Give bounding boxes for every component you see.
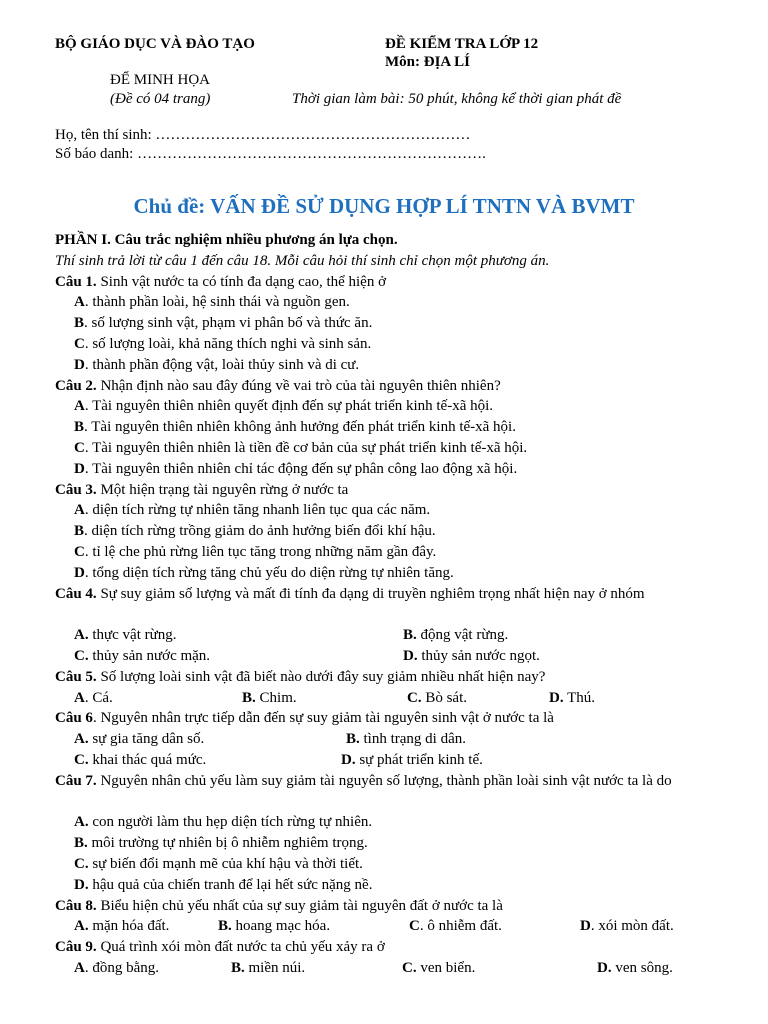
option-row-9 <box>55 958 713 979</box>
option-text: thủy sản nước ngọt. <box>421 647 540 664</box>
option-text: Tài nguyên thiên nhiên quyết định đến sự phát triển kinh tế-xã hội. <box>92 398 494 415</box>
option-row-4ab <box>55 625 713 646</box>
option-text: sự gia tăng dân số. <box>92 731 205 748</box>
option-6b <box>346 729 466 750</box>
option-text: Tài nguyên thiên nhiên là tiền đề cơ bản của sự phát triển kinh tế-xã hội. <box>92 439 528 456</box>
topic-title: Chủ đề: VẤN ĐỀ SỬ DỤNG HỢP LÍ TNTN VÀ BVMT <box>133 194 635 218</box>
question-4 <box>55 584 713 626</box>
option-text: ven biển. <box>420 959 476 976</box>
student-name-line: Họ, tên thí sinh: ……………………………………………………… <box>55 127 471 143</box>
option-sep: . <box>84 315 92 332</box>
question-text: Sự suy giảm số lượng và mất đi tính đa dạng di truyền nghiêm trọng nhất hiện nay ở nhóm <box>96 585 645 602</box>
question-label: Câu 2. <box>55 377 97 394</box>
option-key: D. <box>597 959 612 976</box>
question-text: Quá trình xói mòn đất nước ta chủ yếu xảy ra ở <box>96 939 385 956</box>
option-text: đồng bằng. <box>92 959 160 976</box>
part-heading: PHẦN I. Câu trắc nghiệm nhiều phương án lựa chọn. <box>55 232 398 248</box>
option-key: B <box>74 419 85 436</box>
option-text: thành phần loài, hệ sinh thái và nguồn gen. <box>92 294 350 311</box>
question-text: . Nguyên nhân trực tiếp dẫn đến sự suy giảm tài nguyên sinh vật ở nước ta là <box>92 710 554 727</box>
option-key: B <box>74 315 85 332</box>
question-1 <box>55 272 713 293</box>
question-label: Câu 3. <box>55 481 97 498</box>
option-sep: . <box>84 689 93 706</box>
question-text: Sinh vật nước ta có tính đa dạng cao, thể hiện ở <box>96 273 387 290</box>
option-key: D <box>74 356 85 373</box>
option-row-5 <box>55 688 713 709</box>
student-id-line: Số báo danh: ……………………………………………………………. <box>55 146 486 162</box>
option-text: sự biến đổi mạnh mẽ của khí hậu và thời tiết. <box>92 855 363 872</box>
option-text: diện tích rừng tự nhiên tăng nhanh liên tục qua các năm. <box>92 502 431 519</box>
option-9c <box>402 958 475 979</box>
question-6 <box>55 708 713 729</box>
option-8c <box>409 916 502 937</box>
option-sep: . <box>84 294 93 311</box>
option-key: A <box>74 398 85 415</box>
question-8 <box>55 896 713 917</box>
option-key: B. <box>218 918 232 935</box>
option-text: miền núi. <box>248 959 306 976</box>
option-4c <box>74 646 210 667</box>
question-text: Nguyên nhân chủ yếu làm suy giảm tài nguyên số lượng, thành phần loài sinh vật nước ta là do <box>96 772 672 789</box>
option-4b <box>403 625 508 646</box>
option-8d <box>580 916 674 937</box>
option-3c <box>55 542 713 563</box>
exam-subject: Môn: ĐỊA LÍ <box>385 54 471 70</box>
option-text: Cá. <box>92 689 113 706</box>
ministry-name: BỘ GIÁO DỤC VÀ ĐÀO TẠO <box>55 36 255 52</box>
option-text: ven sông. <box>615 959 673 976</box>
exam-title: ĐỀ KIỂM TRA LỚP 12 <box>385 36 539 52</box>
option-text: thành phần động vật, loài thủy sinh và di cư. <box>92 356 360 373</box>
option-text: số lượng loài, khả năng thích nghi và sinh sản. <box>92 335 372 352</box>
option-text: Tài nguyên thiên nhiên không ảnh hưởng đến phát triển kinh tế-xã hội. <box>91 419 516 436</box>
option-sep: . <box>590 918 599 935</box>
option-key: A <box>74 689 85 706</box>
option-key: D. <box>403 647 418 664</box>
option-key: A <box>74 502 85 519</box>
option-row-6cd <box>55 750 713 771</box>
option-1d <box>55 355 713 376</box>
option-key: C. <box>407 689 422 706</box>
option-key: A. <box>74 918 89 935</box>
option-sep: . <box>84 439 93 456</box>
option-text: Bò sát. <box>425 689 468 706</box>
option-key: A. <box>74 814 89 831</box>
option-key: B. <box>231 959 245 976</box>
option-6a <box>74 729 204 750</box>
question-label: Câu 7. <box>55 772 97 789</box>
option-text: ô nhiễm đất. <box>427 918 502 935</box>
question-section <box>55 230 713 979</box>
option-key: D <box>74 564 85 581</box>
time-note: Thời gian làm bài: 50 phút, không kể thời gian phát đề <box>292 91 622 107</box>
part-instruction: Thí sinh trả lời từ câu 1 đến câu 18. Mỗi câu hỏi thí sinh chỉ chọn một phương án. <box>55 252 550 269</box>
option-text: Chim. <box>259 689 297 706</box>
option-1c <box>55 334 713 355</box>
option-key: C. <box>402 959 417 976</box>
option-key: A. <box>74 731 89 748</box>
option-6d <box>341 750 483 771</box>
question-label: Câu 6 <box>55 710 93 727</box>
option-3a <box>55 500 713 521</box>
option-9a <box>74 958 159 979</box>
option-text: thủy sản nước mặn. <box>92 647 211 664</box>
option-key: B. <box>346 731 360 748</box>
option-sep: . <box>84 959 93 976</box>
option-1a <box>55 292 713 313</box>
option-key: D. <box>549 689 564 706</box>
option-key: A <box>74 294 85 311</box>
option-key: C. <box>74 647 89 664</box>
option-5a <box>74 688 113 709</box>
option-sep: . <box>84 502 93 519</box>
option-2b <box>55 417 713 438</box>
option-key: C <box>409 918 420 935</box>
option-text: tỉ lệ che phủ rừng liên tục tăng trong những năm gần đây. <box>92 543 437 560</box>
option-sep: . <box>84 460 93 477</box>
question-text: Một hiện trạng tài nguyên rừng ở nước ta <box>96 481 349 498</box>
option-sep: . <box>419 918 428 935</box>
option-4a <box>74 625 177 646</box>
option-sep: . <box>84 356 93 373</box>
option-text: động vật rừng. <box>420 627 509 644</box>
option-1b <box>55 313 713 334</box>
option-sep: . <box>84 335 93 352</box>
option-key: A. <box>74 627 89 644</box>
option-7b <box>55 833 713 854</box>
option-7a <box>55 812 713 833</box>
option-key: D. <box>74 876 89 893</box>
option-3d <box>55 563 713 584</box>
option-6c <box>74 750 206 771</box>
question-label: Câu 1. <box>55 273 97 290</box>
option-key: B <box>74 523 85 540</box>
question-text: Số lượng loài sinh vật đã biết nào dưới đây suy giảm nhiều nhất hiện nay? <box>96 668 546 685</box>
option-text: tổng diện tích rừng tăng chủ yếu do diện rừng tự nhiên tăng. <box>92 564 454 581</box>
option-4d <box>403 646 540 667</box>
option-text: mặn hóa đất. <box>92 918 170 935</box>
option-3b <box>55 521 713 542</box>
question-text: Biểu hiện chủ yếu nhất của sự suy giảm tài nguyên đất ở nước ta là <box>96 897 503 914</box>
question-label: Câu 9. <box>55 939 97 956</box>
option-key: C <box>74 335 85 352</box>
option-key: C. <box>74 751 89 768</box>
option-key: B. <box>242 689 256 706</box>
option-key: D <box>580 918 591 935</box>
option-key: A <box>74 959 85 976</box>
option-text: tình trạng di dân. <box>363 731 466 748</box>
option-sep: . <box>84 419 92 436</box>
option-row-8 <box>55 916 713 937</box>
option-text: xói mòn đất. <box>598 918 674 935</box>
option-8b <box>218 916 330 937</box>
option-text: Tài nguyên thiên nhiên chỉ tác động đến sự phân công lao động xã hội. <box>92 460 518 477</box>
question-5 <box>55 667 713 688</box>
question-label: Câu 4. <box>55 585 97 602</box>
option-7c <box>55 854 713 875</box>
option-2d <box>55 459 713 480</box>
question-9 <box>55 937 713 958</box>
option-text: thực vật rừng. <box>92 627 177 644</box>
option-8a <box>74 916 169 937</box>
option-row-4cd <box>55 646 713 667</box>
question-7 <box>55 771 713 813</box>
question-2 <box>55 376 713 397</box>
option-7d <box>55 875 713 896</box>
option-text: khai thác quá mức. <box>92 751 207 768</box>
option-key: C. <box>74 855 89 872</box>
option-key: D <box>74 460 85 477</box>
option-key: B. <box>403 627 417 644</box>
question-label: Câu 8. <box>55 897 97 914</box>
option-text: Thú. <box>567 689 595 706</box>
option-key: C <box>74 439 85 456</box>
option-text: sự phát triển kinh tế. <box>359 751 483 768</box>
option-text: hoang mạc hóa. <box>235 918 331 935</box>
option-sep: . <box>84 398 93 415</box>
option-2a <box>55 396 713 417</box>
option-sep: . <box>84 523 92 540</box>
option-sep: . <box>84 564 93 581</box>
option-key: D. <box>341 751 356 768</box>
option-text: môi trường tự nhiên bị ô nhiễm nghiêm trọng. <box>91 835 368 852</box>
option-key: B. <box>74 835 88 852</box>
option-5d <box>549 688 595 709</box>
sample-label: ĐỂ MINH HỌA <box>110 72 210 88</box>
option-5c <box>407 688 467 709</box>
option-sep: . <box>84 543 93 560</box>
question-text: Nhận định nào sau đây đúng về vai trò của tài nguyên thiên nhiên? <box>96 377 501 394</box>
option-text: diện tích rừng trồng giảm do ảnh hưởng biến đổi khí hậu. <box>91 523 436 540</box>
question-label: Câu 5. <box>55 668 97 685</box>
option-9b <box>231 958 305 979</box>
option-text: hậu quả của chiến tranh để lại hết sức nặng nề. <box>92 876 373 893</box>
option-text: số lượng sinh vật, phạm vi phân bố và thức ăn. <box>91 315 373 332</box>
option-key: C <box>74 543 85 560</box>
pages-note: (Đề có 04 trang) <box>110 91 211 107</box>
option-9d <box>597 958 673 979</box>
option-row-6ab <box>55 729 713 750</box>
option-text: con người làm thu hẹp diện tích rừng tự nhiên. <box>92 814 373 831</box>
option-2c <box>55 438 713 459</box>
question-3 <box>55 480 713 501</box>
option-5b <box>242 688 297 709</box>
